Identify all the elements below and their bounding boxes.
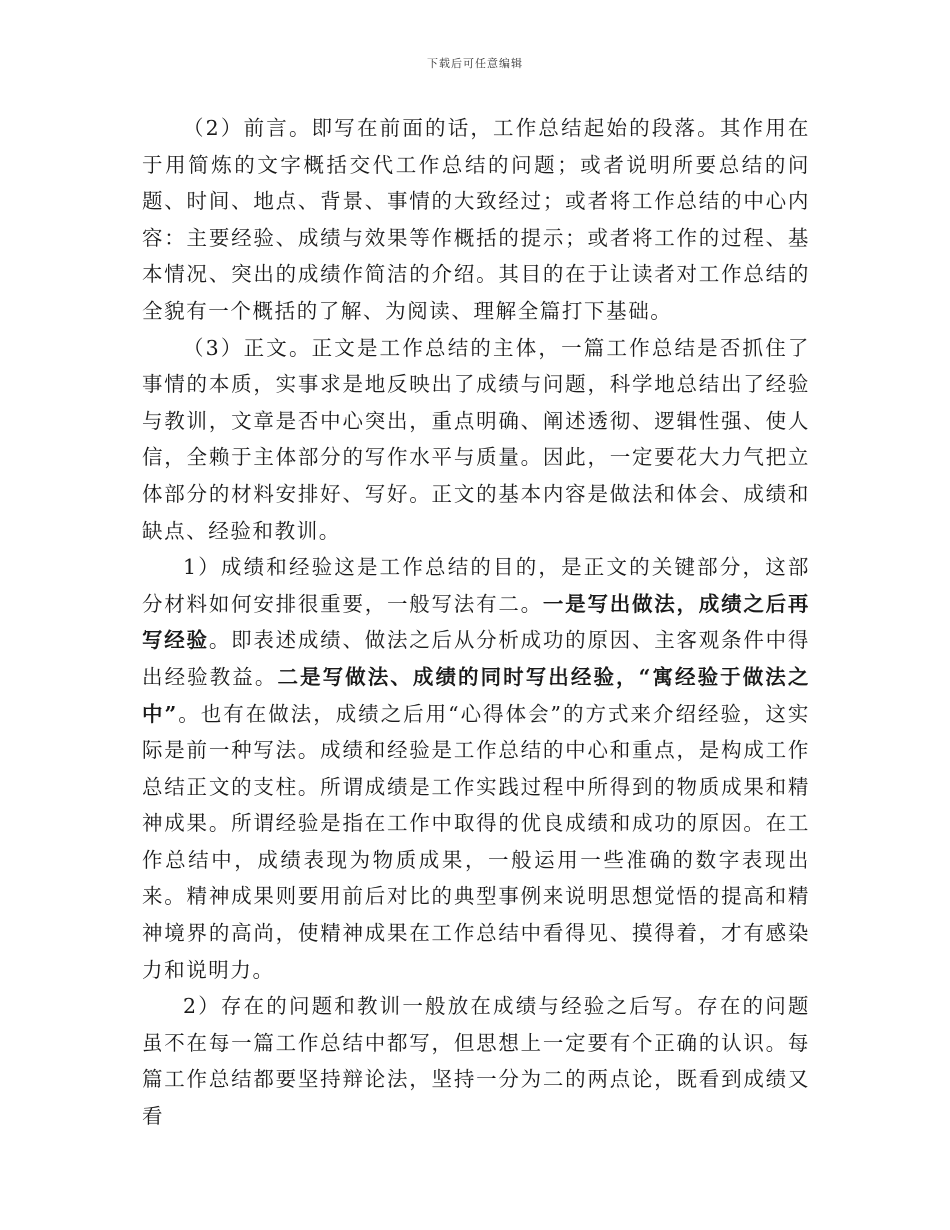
achievements-text-2: 。即表述成绩、做法之后从分析成功的原因、主客观条件中得出经验教益。 — [142, 628, 810, 689]
paragraph-main-body: （3）正文。正文是工作总结的主体，一篇工作总结是否抓住了事情的本质，实事求是地反映出了成绩与问题，科学地总结出了经验与教训，文章是否中心突出，重点明确、阐述透彻、逻辑性强、使人信，全赖于主体部分的写作水平与质量。因此，一定要花大力气把立体部分的材料安排好、写好。正文的基本内容是做法和体会、成绩和缺点、经验和教训。 — [142, 335, 810, 543]
page-header: 下载后可任意编辑 — [427, 57, 523, 70]
paragraph-problems: 2）存在的问题和教训一般放在成绩与经验之后写。存在的问题虽不在每一篇工作总结中都写，但思想上一定要有个正确的认识。每篇工作总结都要坚持辩论法，坚持一分为二的两点论，既看到成绩又看 — [142, 994, 810, 1129]
paragraph-achievements — [142, 549, 810, 988]
achievements-text-1: 1）成绩和经验这是工作总结的目的，是正文的关键部分，这部分材料如何安排很重要，一般写法有二。 — [142, 555, 810, 616]
document-body — [142, 110, 810, 1135]
paragraph-preface: （2）前言。即写在前面的话，工作总结起始的段落。其作用在于用简炼的文字概括交代工作总结的问题；或者说明所要总结的问题、时间、地点、背景、事情的大致经过；或者将工作总结的中心内容：主要经验、成绩与效果等作概括的提示；或者将工作的过程、基本情况、突出的成绩作简洁的介绍。其目的在于让读者对工作总结的全貌有一个概括的了解、为阅读、理解全篇打下基础。 — [142, 116, 810, 323]
achievements-text-3: 。也有在做法，成绩之后用“心得体会”的方式来介绍经验，这实际是前一种写法。成绩和经验是工作总结的中心和重点，是构成工作总结正文的支柱。所谓成绩是工作实践过程中所得到的物质成果和精神成果。所谓经验是指在工作中取得的优良成绩和成功的原因。在工作总结中，成绩表现为物质成果，一般运用一些准确的数字表现出来。精神成果则要用前后对比的典型事例来说明思想觉悟的提高和精神境界的高尚，使精神成果在工作总结中看得见、摸得着，才有感染力和说明力。 — [142, 701, 811, 982]
achievements-method-one: 一是写出做法，成绩之后再写经验 — [142, 591, 810, 653]
achievements-method-two: 二是写做法、成绩的同时写出经验，“寓经验于做法之中” — [142, 664, 810, 726]
